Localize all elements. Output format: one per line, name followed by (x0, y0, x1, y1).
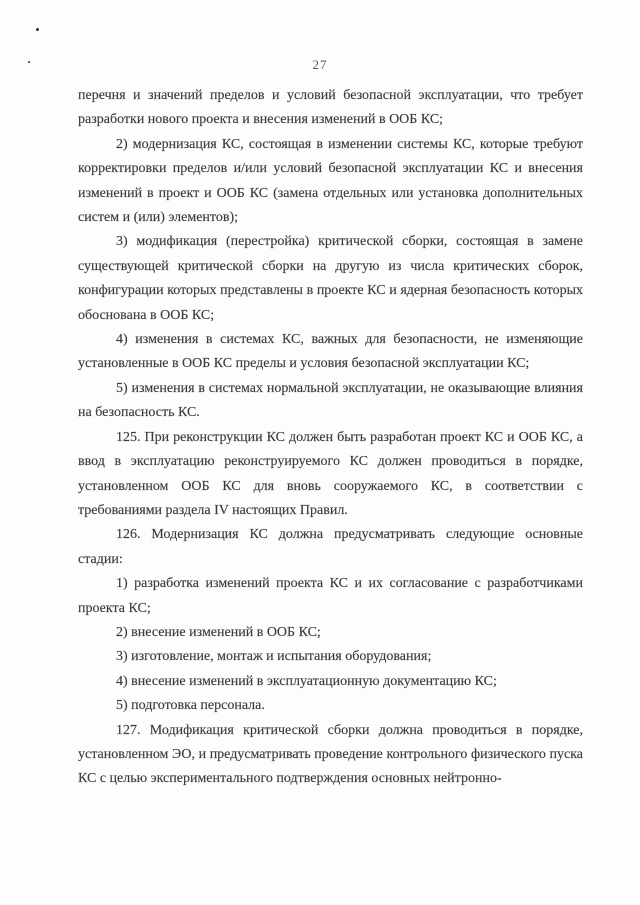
document-body (78, 84, 583, 792)
paragraph-stage-1: 1) разработка изменений проекта КС и их согласование с разработчиками проекта КС; (78, 576, 583, 616)
page-number: 27 (312, 57, 328, 72)
paragraph-item-2: 2) модернизация КС, состоящая в изменении системы КС, которые требуют корректировки пределов и/или условий безопасной эксплуатации КС и внесения изменений в проект и ООБ КС (замена отдельных или установка дополнительных систем и (или) элементов); (78, 136, 583, 226)
scan-speck (36, 28, 39, 31)
paragraph-stage-2: 2) внесение изменений в ООБ КС; (116, 624, 321, 640)
paragraph-clause-126: 126. Модернизация КС должна предусматривать следующие основные стадии: (78, 527, 583, 567)
paragraph-clause-127: 127. Модификация критической сборки должна проводиться в порядке, установленном ЭО, и предусматривать проведение контрольного физического пуска КС с целью экспериментального подтверждения основных нейтронно- (78, 722, 583, 787)
paragraph-clause-125: 125. При реконструкции КС должен быть разработан проект КС и ООБ КС, а ввод в эксплуатацию реконструируемого КС должен проводиться в порядке, установленном ООБ КС для вновь сооружаемого КС, в соответствии с требованиями раздела IV настоящих Правил. (78, 429, 583, 518)
paragraph-item-3: 3) модификация (перестройка) критической сборки, состоящая в замене существующей критической сборки на другую из числа критических сборок, конфигурации которых представлены в проекте КС и ядерная безопасность которых обоснована в ООБ КС; (78, 234, 583, 323)
paragraph-stage-4: 4) внесение изменений в эксплуатационную документацию КС; (116, 673, 497, 689)
paragraph-continuation: перечня и значений пределов и условий безопасной эксплуатации, что требует разработки нового проекта и внесения изменений в ООБ КС; (78, 88, 583, 128)
paragraph-stage-5: 5) подготовка персонала. (116, 698, 265, 714)
paragraph-item-5: 5) изменения в системах нормальной эксплуатации, не оказывающие влияния на безопасность КС. (78, 380, 583, 421)
paragraph-stage-3: 3) изготовление, монтаж и испытания оборудования; (116, 649, 432, 665)
paragraph-item-4: 4) изменения в системах КС, важных для безопасности, не изменяющие установленные в ООБ КС пределы и условия безопасной эксплуатации КС; (78, 332, 583, 372)
